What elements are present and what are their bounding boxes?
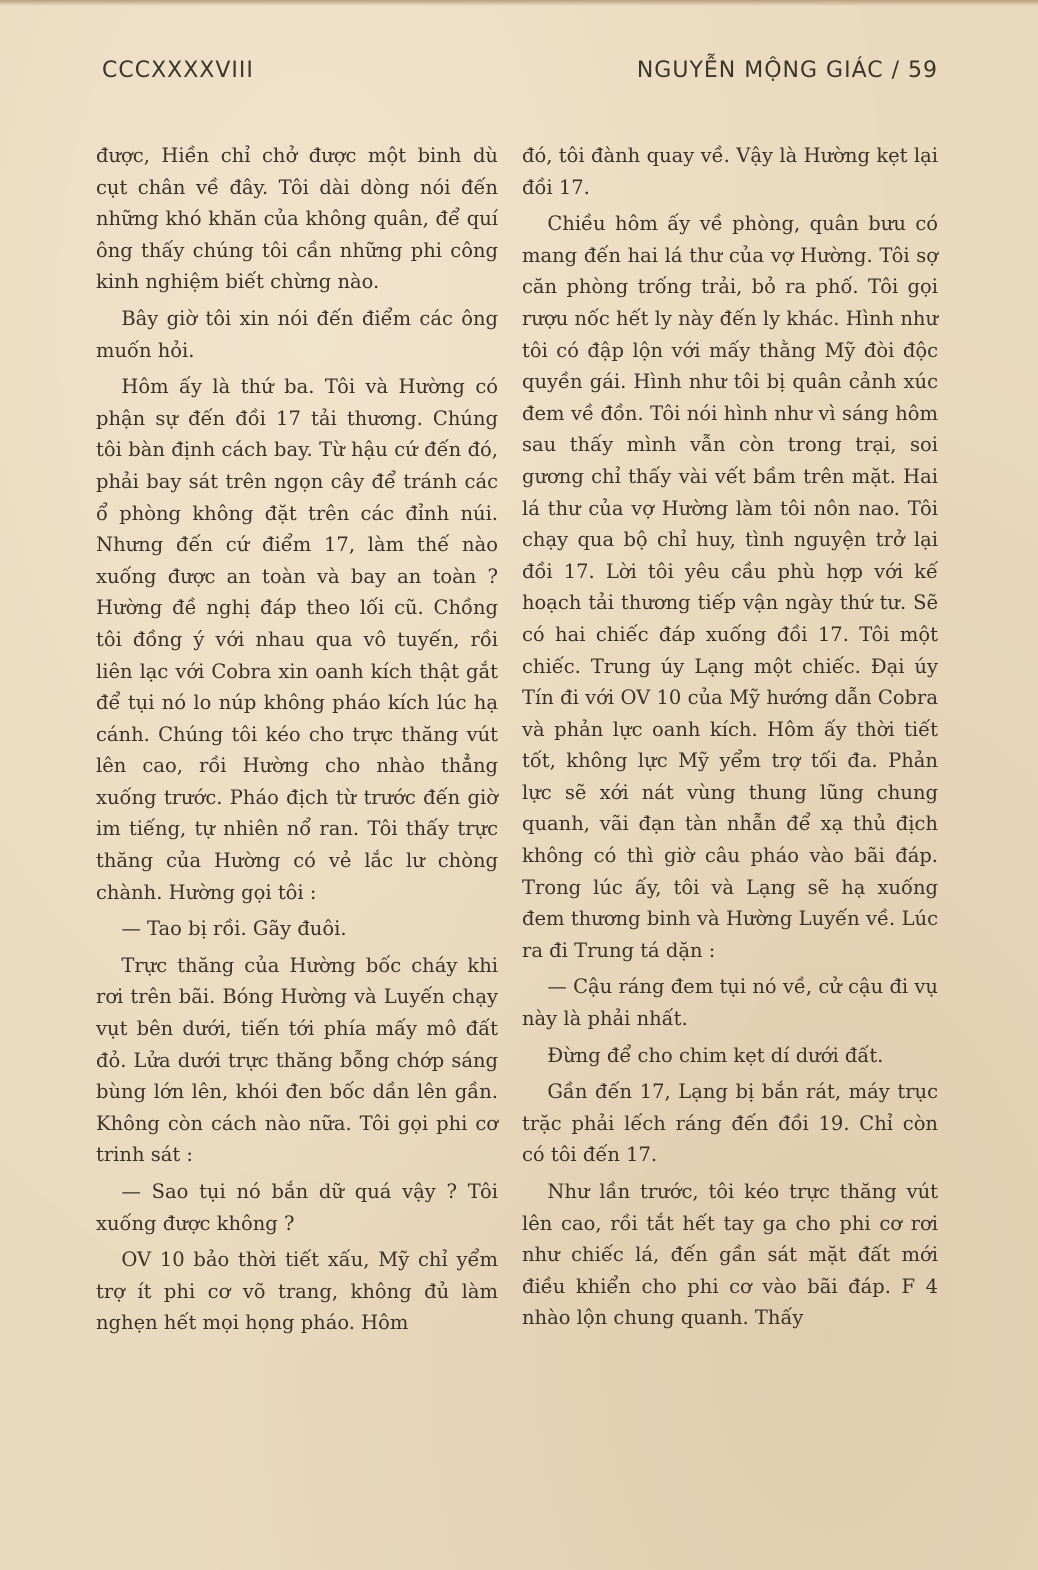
author-page-number: NGUYỄN MỘNG GIÁC / 59 (636, 58, 938, 83)
right-column (522, 140, 938, 1339)
page-header (102, 58, 938, 92)
paragraph: đó, tôi đành quay về. Vậy là Hường kẹt lại đồi 17. (522, 144, 938, 199)
paragraph: Chiều hôm ấy về phòng, quân bưu có mang đến hai lá thư của vợ Hường. Tôi sợ căn phòng trống trải, bỏ ra phố. Tôi gọi rượu nốc hết ly này đến ly khác. Hình như tôi có đập lộn với mấy thằng Mỹ đòi độc quyền gái. Hình như tôi bị quân cảnh xúc đem về đồn. Tôi nói hình như vì sáng hôm sau thấy mình vẫn còn trong trại, soi gương chỉ thấy vài vết bầm trên mặt. Hai lá thư của vợ Hường làm tôi nôn nao. Tôi chạy qua bộ chỉ huy, tình nguyện trở lại đồi 17. Lời tôi yêu cầu phù hợp với kế hoạch tải thương tiếp vận ngày thứ tư. Sẽ có hai chiếc đáp xuống đồi 17. Tôi một chiếc. Trung úy Lạng một chiếc. Đại úy Tín đi với OV 10 của Mỹ hướng dẫn Cobra và phản lực oanh kích. Hôm ấy thời tiết tốt, không lực Mỹ yểm trợ tối đa. Phản lực sẽ xới nát vùng thung lũng chung quanh, vãi đạn tàn nhẫn để xạ thủ địch không có thì giờ câu pháo vào bãi đáp. Trong lúc ấy, tôi và Lạng sẽ hạ xuống đem thương binh và Hường Luyến về. Lúc ra đi Trung tá dặn : (522, 212, 938, 962)
paragraph: Gần đến 17, Lạng bị bắn rát, máy trục trặc phải lếch ráng đến đồi 19. Chỉ còn có tôi đến 17. (522, 1080, 938, 1167)
paragraph: Đừng để cho chim kẹt dí dưới đất. (547, 1043, 884, 1067)
paragraph: Trực thăng của Hường bốc cháy khi rơi trên bãi. Bóng Hường và Luyến chạy vụt bên dưới, tiến tới phía mấy mô đất đỏ. Lửa dưới trực thăng bỗng chớp sáng bùng lớn lên, khói đen bốc dần lên gần. Không còn cách nào nữa. Tôi gọi phi cơ trinh sát : (96, 953, 498, 1167)
paragraph: Như lần trước, tôi kéo trực thăng vút lên cao, rồi tắt hết tay ga cho phi cơ rơi như chiếc lá, đến gần sát mặt đất mới điều khiển cho phi cơ vào bãi đáp. F 4 nhào lộn chung quanh. Thấy (522, 1180, 938, 1330)
dialogue-line: — Sao tụi nó bắn dữ quá vậy ? Tôi xuống được không ? (96, 1180, 498, 1235)
paragraph: Hôm ấy là thứ ba. Tôi và Hường có phận sự đến đồi 17 tải thương. Chúng tôi bàn định cách bay. Từ hậu cứ đến đó, phải bay sát trên ngọn cây để tránh các ổ phòng không đặt trên các đỉnh núi. Nhưng đến cứ điểm 17, làm thế nào xuống được an toàn và bay an toàn ? Hường đề nghị đáp theo lối cũ. Chồng tôi đồng ý với nhau qua vô tuyến, rồi liên lạc với Cobra xin oanh kích thật gắt để tụi nó lo núp không pháo kích lúc hạ cánh. Chúng tôi kéo cho trực thăng vút lên cao, rồi Hường cho nhào thẳng xuống trước. Pháo địch từ trước đến giờ im tiếng, tự nhiên nổ ran. Tôi thấy trực thăng của Hường có vẻ lắc lư chòng chành. Hường gọi tôi : (96, 375, 498, 904)
paragraph: Bây giờ tôi xin nói đến điểm các ông muốn hỏi. (96, 306, 498, 362)
paragraph: OV 10 bảo thời tiết xấu, Mỹ chỉ yểm trợ ít phi cơ võ trang, không đủ làm nghẹn hết mọi họng pháo. Hôm (96, 1248, 498, 1335)
dialogue-line: — Cậu ráng đem tụi nó về, cử cậu đi vụ này là phải nhất. (522, 975, 938, 1031)
chapter-number: CCCXXXXVIII (102, 58, 254, 83)
left-column (96, 140, 498, 1344)
paragraph: được, Hiền chỉ chở được một binh dù cụt chân về đây. Tôi dài dòng nói đến những khó khăn của không quân, để quí ông thấy chúng tôi cần những phi công kinh nghiệm biết chừng nào. (96, 144, 498, 294)
dialogue-line: — Tao bị rồi. Gãy đuôi. (121, 917, 347, 941)
